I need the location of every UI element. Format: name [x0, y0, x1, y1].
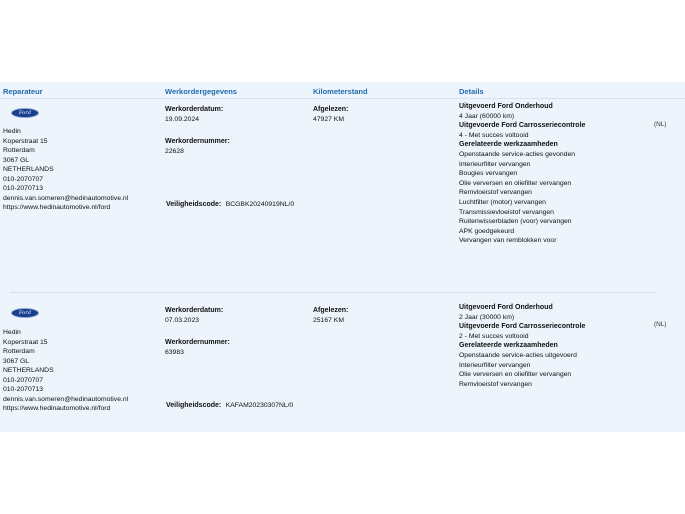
header-workorder: Werkordergegevens	[165, 87, 237, 96]
body-check-title: Uitgevoerde Ford Carrosseriecontrole	[459, 323, 586, 331]
header-details: Details	[459, 87, 484, 96]
list-item: Bougies vervangen	[459, 170, 518, 178]
related-work-title: Gerelateerde werkzaamheden	[459, 342, 558, 350]
body-check-title: Uitgevoerde Ford Carrosseriecontrole	[459, 122, 586, 130]
list-item: Remvloeistof vervangen	[459, 189, 532, 197]
workorder-date: 07.03.2023	[165, 317, 200, 324]
related-work-title: Gerelateerde werkzaamheden	[459, 141, 558, 149]
body-check-text: 4 - Met succes voltooid	[459, 131, 529, 139]
mileage-label: Afgelezen:	[313, 106, 349, 113]
header-repairer: Reparateur	[3, 87, 43, 96]
list-item: Vervangen van remblokken voor	[459, 237, 557, 245]
details-list	[459, 303, 585, 389]
workorder-number-label: Werkordernummer:	[165, 138, 230, 145]
list-item: Openstaande service-acties gevonden	[459, 150, 575, 158]
body-check-text: 2 - Met succes voltooid	[459, 332, 529, 340]
repairer-fax: 010-2070713	[3, 185, 44, 192]
service-text: 4 Jaar (60000 km)	[459, 112, 515, 120]
repairer-name: Hedin	[3, 128, 21, 135]
workorder-date: 19.09.2024	[165, 116, 200, 123]
workorder-date-label: Werkorderdatum:	[165, 307, 224, 314]
list-item: Remvloeistof vervangen	[459, 380, 532, 388]
repairer-street: Koperstraat 15	[3, 338, 48, 346]
list-item: Ruitenwisserbladen (voor) vervangen	[459, 218, 572, 226]
repairer-country: NETHERLANDS	[3, 367, 54, 374]
service-title: Uitgevoerd Ford Onderhoud	[459, 103, 553, 110]
security-code-label: Veiligheidscode:	[166, 402, 222, 409]
list-item: Openstaande service-acties uitgevoerd	[459, 351, 577, 359]
mileage-value: 47927 KM	[313, 116, 344, 123]
header-mileage: Kilometerstand	[313, 87, 368, 96]
workorder-date-label: Werkorderdatum:	[165, 106, 224, 113]
mileage-label: Afgelezen:	[313, 307, 349, 314]
repairer-phone: 010-2070707	[3, 376, 44, 384]
workorder-number: 22628	[165, 148, 184, 155]
ford-logo-icon: Ford	[11, 108, 39, 118]
service-title: Uitgevoerd Ford Onderhoud	[459, 304, 553, 311]
repairer-city: Rotterdam	[3, 147, 35, 154]
security-code-value: KAFAM20230307NL/0	[225, 402, 294, 409]
repairer-street: Koperstraat 15	[3, 137, 48, 145]
ford-logo-icon: Ford	[11, 308, 39, 318]
repairer-phone: 010-2070707	[3, 175, 44, 183]
repairer-website-link[interactable]: https://www.hedinautomotive.nl/ford	[3, 405, 111, 412]
workorder-number: 63983	[165, 349, 184, 356]
list-item: Transmissievloeistof vervangen	[459, 208, 554, 216]
record-divider	[10, 292, 655, 293]
security-code-value: BCGBK20240919NL/0	[225, 201, 295, 208]
repairer-postcode: 3067 GL	[3, 357, 30, 365]
security-code-label: Veiligheidscode:	[166, 201, 222, 208]
list-item: Interieurfilter vervangen	[459, 361, 531, 369]
list-item: APK goedgekeurd	[459, 227, 515, 235]
repairer-city: Rotterdam	[3, 348, 35, 355]
repairer-email-link[interactable]: dennis.van.someren@hedinautomotive.nl	[3, 395, 129, 403]
country-code: (NL)	[654, 121, 667, 128]
repairer-address	[3, 328, 128, 414]
repairer-country: NETHERLANDS	[3, 166, 54, 173]
repairer-fax: 010-2070713	[3, 386, 44, 393]
workorder-number-label: Werkordernummer:	[165, 339, 230, 346]
security-code	[166, 193, 294, 211]
list-item: Interieurfilter vervangen	[459, 160, 531, 168]
list-item: Olie verversen en oliefilter vervangen	[459, 371, 572, 379]
mileage-value: 25167 KM	[313, 317, 344, 324]
country-code: (NL)	[654, 321, 667, 328]
repairer-postcode: 3067 GL	[3, 156, 30, 164]
service-text: 2 Jaar (30000 km)	[459, 313, 515, 321]
list-item: Luchtfilter (motor) vervangen	[459, 198, 546, 206]
repairer-name: Hedin	[3, 329, 21, 336]
repairer-website-link[interactable]: https://www.hedinautomotive.nl/ford	[3, 204, 111, 211]
repairer-email-link[interactable]: dennis.van.someren@hedinautomotive.nl	[3, 194, 129, 202]
security-code	[166, 394, 293, 412]
list-item: Olie verversen en oliefilter vervangen	[459, 179, 572, 187]
